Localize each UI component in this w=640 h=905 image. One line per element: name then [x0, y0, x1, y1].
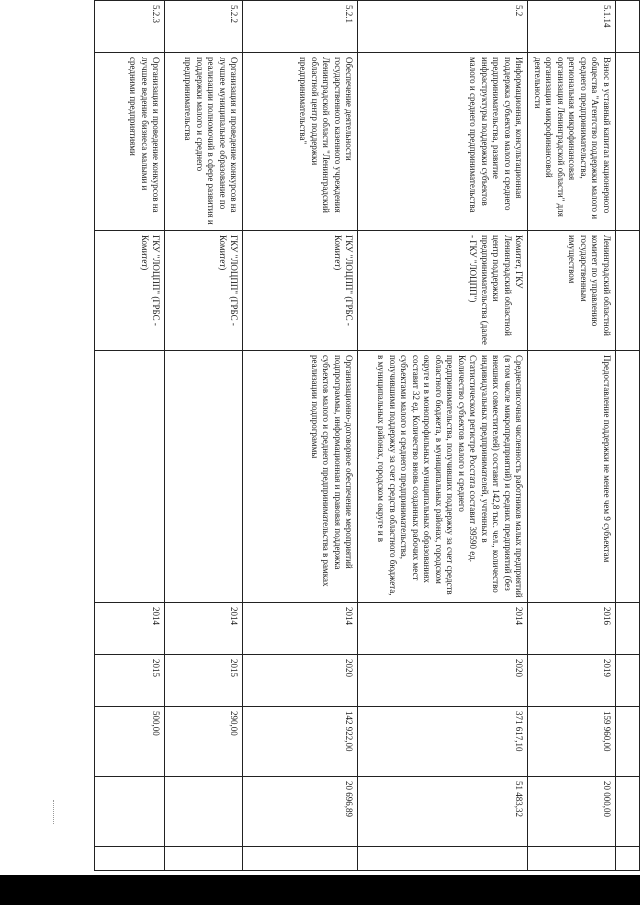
expected-result: Организационно-договорное обеспечение мероприятий подпрограммы, информационная и правовая поддержка субъектов малого и среднего предпринимательства в рамках реализации подпрограммы [243, 351, 358, 603]
executor: ГКУ "ЛОЦПП" (ГРБС - Комитет) [243, 231, 358, 351]
start-year: 2014 [165, 603, 243, 655]
row-number: 5.2.2 [165, 1, 243, 53]
end-year: 2020 [358, 655, 528, 707]
funding-total: 159 960,00 [528, 707, 616, 777]
funding-year: 20 000,00 [528, 777, 616, 847]
end-year: 2015 [95, 655, 165, 707]
expected-result [95, 351, 165, 603]
start-year: 2014 [243, 603, 358, 655]
funding-total: 290,00 [165, 707, 243, 777]
end-year: 2019 [528, 655, 616, 707]
table-cell-empty [616, 847, 640, 871]
table-cell-empty [616, 707, 640, 777]
funding-total: 142 922,00 [243, 707, 358, 777]
funding-year: 20 696,89 [243, 777, 358, 847]
row-number: 5.2.3 [95, 1, 165, 53]
end-year: 2020 [243, 655, 358, 707]
executor: Ленинградский областной комитет по управлению государственным имуществом [528, 231, 616, 351]
row-number: 5.1.14 [528, 1, 616, 53]
activity-name: Обеспечение деятельности государственного казенного учреждения Ленинградской области "Ленинградский областной центр поддержки предпринимательства" [243, 53, 358, 231]
table-row [528, 1, 616, 871]
expected-result: Предоставление поддержки не менее чем 9 субъектам [528, 351, 616, 603]
program-activities-table [95, 0, 640, 871]
expected-result: Среднесписочная численность работников малых предприятий (в том числе микропредприятий) и средних предприятий (без внешних совместителей) составит 142,8 тыс. чел., количество индивидуальных предпринимателей, учтенных в Статистическом регистре Росстата составит 39590 ед. Количество субъектов малого и среднего предпринимательства, получивших поддержку за счет средств областного бюджета, в муниципальных районах, городском округе и в монопрофильных муниципальных образованиях составит 32 ед. Количество вновь созданных рабочих мест субъектами малого и среднего предпринимательства, получившими поддержку за счет средств областного бюджета, в муниципальных районах, городском округе и в [358, 351, 528, 603]
funding-year [165, 777, 243, 847]
table-cell-empty [95, 847, 165, 871]
row-number: 5.2.1 [243, 1, 358, 53]
table-cell-empty [616, 603, 640, 655]
table-cell-empty [616, 53, 640, 231]
funding-year: 51 483,32 [358, 777, 528, 847]
executor: Комитет, ГКУ Ленинградский областной центр поддержки предпринимательства (далее - ГКУ "ЛОЦПП") [358, 231, 528, 351]
table-row [243, 1, 358, 871]
activity-name: Информационная, консультационная поддержка субъектов малого и среднего предпринимательства, развитие инфраструктуры поддержки субъектов малого и среднего предпринимательства [358, 53, 528, 231]
start-year: 2016 [528, 603, 616, 655]
expected-result [165, 351, 243, 603]
activity-name: Организация и проведение конкурсов на лучшее ведение бизнеса малыми и средними предприятиями [95, 53, 165, 231]
scan-edge-mark [53, 800, 58, 824]
table-cell-empty [616, 351, 640, 603]
funding-year [95, 777, 165, 847]
table-cell-empty [616, 777, 640, 847]
executor: ГКУ "ЛОЦПП" (ГРБС - Комитет) [95, 231, 165, 351]
table-cell-empty [616, 1, 640, 53]
table-cell-empty [243, 847, 358, 871]
activity-name: Взнос в уставный капитал акционерного общества "Агентство поддержки малого и среднего предпринимательства, региональная микрофинансовая организация Ленинградской области" для организации микрофинансовой деятельности [528, 53, 616, 231]
scanner-black-border [0, 875, 640, 905]
table-row [358, 1, 528, 871]
table-row-top-edge [616, 1, 640, 871]
table-cell-empty [165, 847, 243, 871]
funding-total: 371 617,10 [358, 707, 528, 777]
table-row [95, 1, 165, 871]
activity-name: Организация и проведение конкурсов на лучшее муниципальное образование по реализации полномочий в сфере развития и поддержки малого и среднего предпринимательства [165, 53, 243, 231]
table-row [165, 1, 243, 871]
start-year: 2014 [95, 603, 165, 655]
table-cell-empty [616, 655, 640, 707]
table-cell-empty [358, 847, 528, 871]
table-cell-empty [528, 847, 616, 871]
start-year: 2014 [358, 603, 528, 655]
end-year: 2015 [165, 655, 243, 707]
funding-total: 500,00 [95, 707, 165, 777]
row-number: 5.2 [358, 1, 528, 53]
executor: ГКУ "ЛОЦПП" (ГРБС - Комитет) [165, 231, 243, 351]
table-cell-empty [616, 231, 640, 351]
